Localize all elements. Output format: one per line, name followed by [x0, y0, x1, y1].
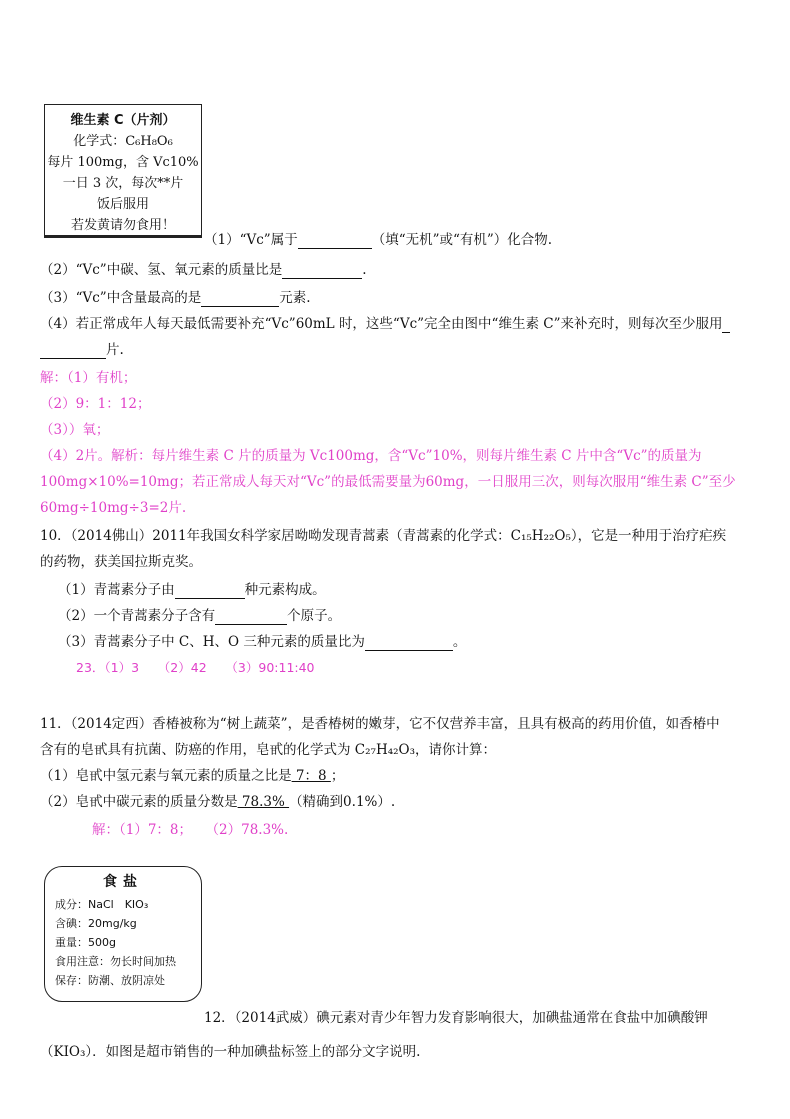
- salt-label-title: 食盐: [103, 874, 143, 890]
- q9-answer-2: （2）9：1：12；: [40, 396, 151, 412]
- q9-answer-5: 100mg×10%=10mg；若正常成人每天对“Vc”的最低需要量为60mg，一日服用三次，则每次服用“维生素 C”至少: [40, 474, 736, 490]
- q11-answer: 解：（1）7：8； （2）78.3%.: [92, 822, 289, 838]
- q10-stem-line1: 10．（2014佛山）2011年我国女科学家居呦呦发现青蒿素（青蒿素的化学式：C₁₅H₂₂O₅），它是一种用于治疗疟疾: [40, 528, 727, 544]
- q9-answer-4: （4）2片。解析：每片维生素 C 片的质量为 Vc100mg，含“Vc”10%，则每片维生素 C 片中含“Vc”的质量为: [40, 448, 702, 464]
- salt-label-notice: 食用注意：勿长时间加热: [55, 955, 176, 968]
- q9-blank-1: [298, 232, 372, 249]
- q10-blank-2: [215, 608, 287, 625]
- q11-part2: （2）皂甙中碳元素的质量分数是 78.3% （精确到0.1%）.: [40, 794, 396, 810]
- q9-blank-3: [201, 290, 279, 307]
- q9-answer-1: 解：（1）有机；: [40, 370, 137, 386]
- salt-label: [44, 866, 202, 1002]
- q10-part3: （3）青蒿素分子中 C、H、O 三种元素的质量比为 。: [58, 634, 467, 650]
- q9-blank-2: [282, 262, 362, 279]
- vc-label-meal: 饭后服用: [96, 197, 149, 212]
- vc-label-frequency: 一日 3 次，每次**片: [62, 176, 184, 191]
- q9-part1: （1）“Vc”属于 （填“无机”或“有机”）化合物.: [204, 232, 553, 248]
- vc-label-dose: 每片 100mg，含 Vc10%: [47, 155, 199, 170]
- q11-fill-1: 7：8: [291, 768, 331, 784]
- q9-part3: （3）“Vc”中含量最高的是 元素.: [40, 290, 311, 306]
- salt-label-weight: 重量：500g: [55, 936, 116, 949]
- salt-label-ingredients: 成分：NaCl KIO₃: [55, 898, 149, 911]
- q12-stem-line2: （KIO₃）．如图是超市销售的一种加碘盐标签上的部分文字说明.: [40, 1044, 421, 1060]
- q10-part2: （2）一个青蒿素分子含有 个原子。: [58, 608, 342, 624]
- q9-part4-line2: 片.: [40, 338, 124, 359]
- vc-label-title: 维生素 C（片剂）: [70, 113, 176, 128]
- q10-blank-3: [365, 634, 453, 651]
- q9-part2: （2）“Vc”中碳、氢、氧元素的质量比是 .: [40, 262, 367, 278]
- q9-answer-3: （3））氧；: [40, 422, 110, 438]
- q9-answer-6: 60mg÷10mg÷3=2片.: [40, 500, 187, 516]
- q9-blank-4: [40, 342, 106, 359]
- salt-label-storage: 保存：防潮、放阴凉处: [55, 974, 165, 987]
- q10-part1: （1）青蒿素分子由 种元素构成。: [58, 582, 326, 598]
- q11-stem-line2: 含有的皂甙具有抗菌、防癌的作用，皂甙的化学式为 C₂₇H₄₂O₃，请你计算：: [40, 742, 497, 758]
- vc-label-warning: 若发黄请勿食用！: [70, 218, 175, 233]
- q11-fill-2: 78.3%: [237, 794, 290, 810]
- q10-blank-1: [175, 582, 245, 599]
- q10-stem-line2: 的药物，获美国拉斯克奖。: [40, 554, 202, 570]
- q10-answer: 23．（1）3 （2）42 （3）90:11:40: [76, 660, 315, 675]
- q11-stem-line1: 11．（2014定西）香椿被称为“树上蔬菜”，是香椿树的嫩芽，它不仅营养丰富，且具有极高的药用价值，如香椿中: [40, 716, 720, 732]
- q9-part4-line1: （4）若正常成年人每天最低需要补充“Vc”60mL 时，这些“Vc”完全由图中“维生素 C”来补充时，则每次至少服用: [40, 312, 730, 333]
- q12-stem-line1: 12．（2014武威）碘元素对青少年智力发育影响很大，加碘盐通常在食盐中加碘酸钾: [204, 1010, 708, 1026]
- vitamin-c-label: [44, 104, 202, 238]
- vc-label-formula: 化学式：C₆H₈O₆: [73, 134, 173, 149]
- salt-label-iodine: 含碘：20mg/kg: [55, 917, 137, 930]
- q11-part1: （1）皂甙中氢元素与氧元素的质量之比是 7：8 ；: [40, 768, 345, 784]
